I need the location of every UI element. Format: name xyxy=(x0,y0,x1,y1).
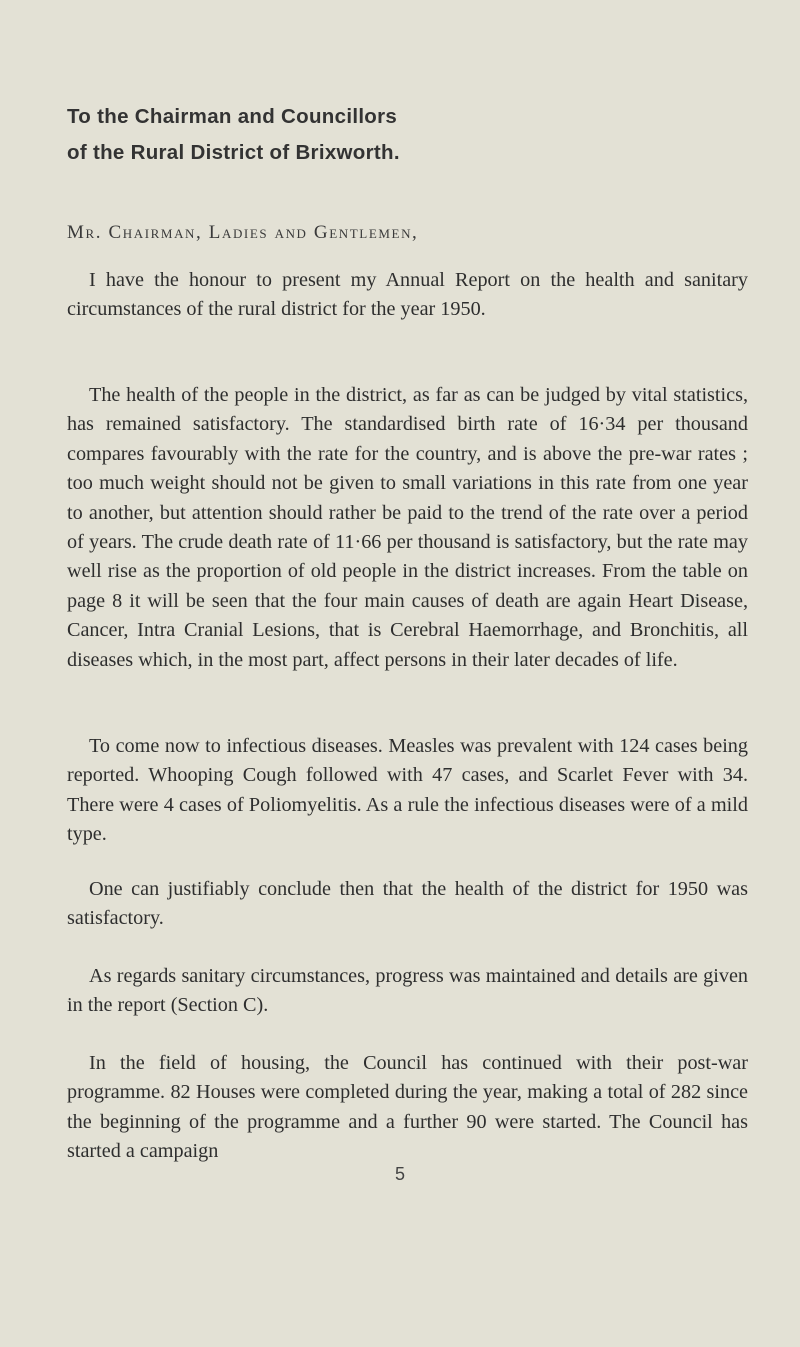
paragraph-conclusion: One can justifiably conclude then that the health of the district for 1950 was satisfactory. xyxy=(67,878,748,930)
page-number: 5 xyxy=(394,1164,405,1184)
salutation: Mr. Chairman, Ladies and Gentlemen, xyxy=(67,222,419,243)
letter-heading xyxy=(67,99,747,171)
paragraph-vital-statistics: The health of the people in the district, as far as can be judged by vital statistics, has remained satisfactory. The standardised birth rate of 16·34 per thousand compares favourably with the rate for the country, and is above the pre-war rates ; too much weight should not be given to small variations in this rate from one year to another, but attention should rather be paid to the trend of the rate over a period of years. The crude death rate of 11·66 per thousand is satisfactory, but the rate may well rise as the proportion of old people in the district increases. From the table on page 8 it will be seen that the four main causes of death are again Heart Disease, Cancer, Intra Cranial Lesions, that is Cerebral Haemorrhage, and Bronchitis, all diseases which, in the most part, affect persons in their later decades of life. xyxy=(67,384,748,671)
paragraph-sanitary-circumstances: As regards sanitary circumstances, progress was maintained and details are given in the report (Section C). xyxy=(67,965,748,1017)
heading-line-2: of the Rural District of Brixworth. xyxy=(67,141,400,164)
heading-line-1: To the Chairman and Councillors xyxy=(67,105,398,128)
paragraph-infectious-diseases: To come now to infectious diseases. Measles was prevalent with 124 cases being reported. Whooping Cough followed with 47 cases, and Scarlet Fever with 34. There were 4 cases of Poliomyelitis. As a rule the infectious diseases were of a mild type. xyxy=(67,735,748,846)
paragraph-housing: In the field of housing, the Council has continued with their post-war programme. 82 Houses were completed during the year, making a total of 282 since the beginning of the programme and a further 90 were started. The Council has started a campaign xyxy=(67,1052,748,1163)
paragraph-introduction: I have the honour to present my Annual Report on the health and sanitary circumstances of the rural district for the year 1950. xyxy=(67,269,748,321)
